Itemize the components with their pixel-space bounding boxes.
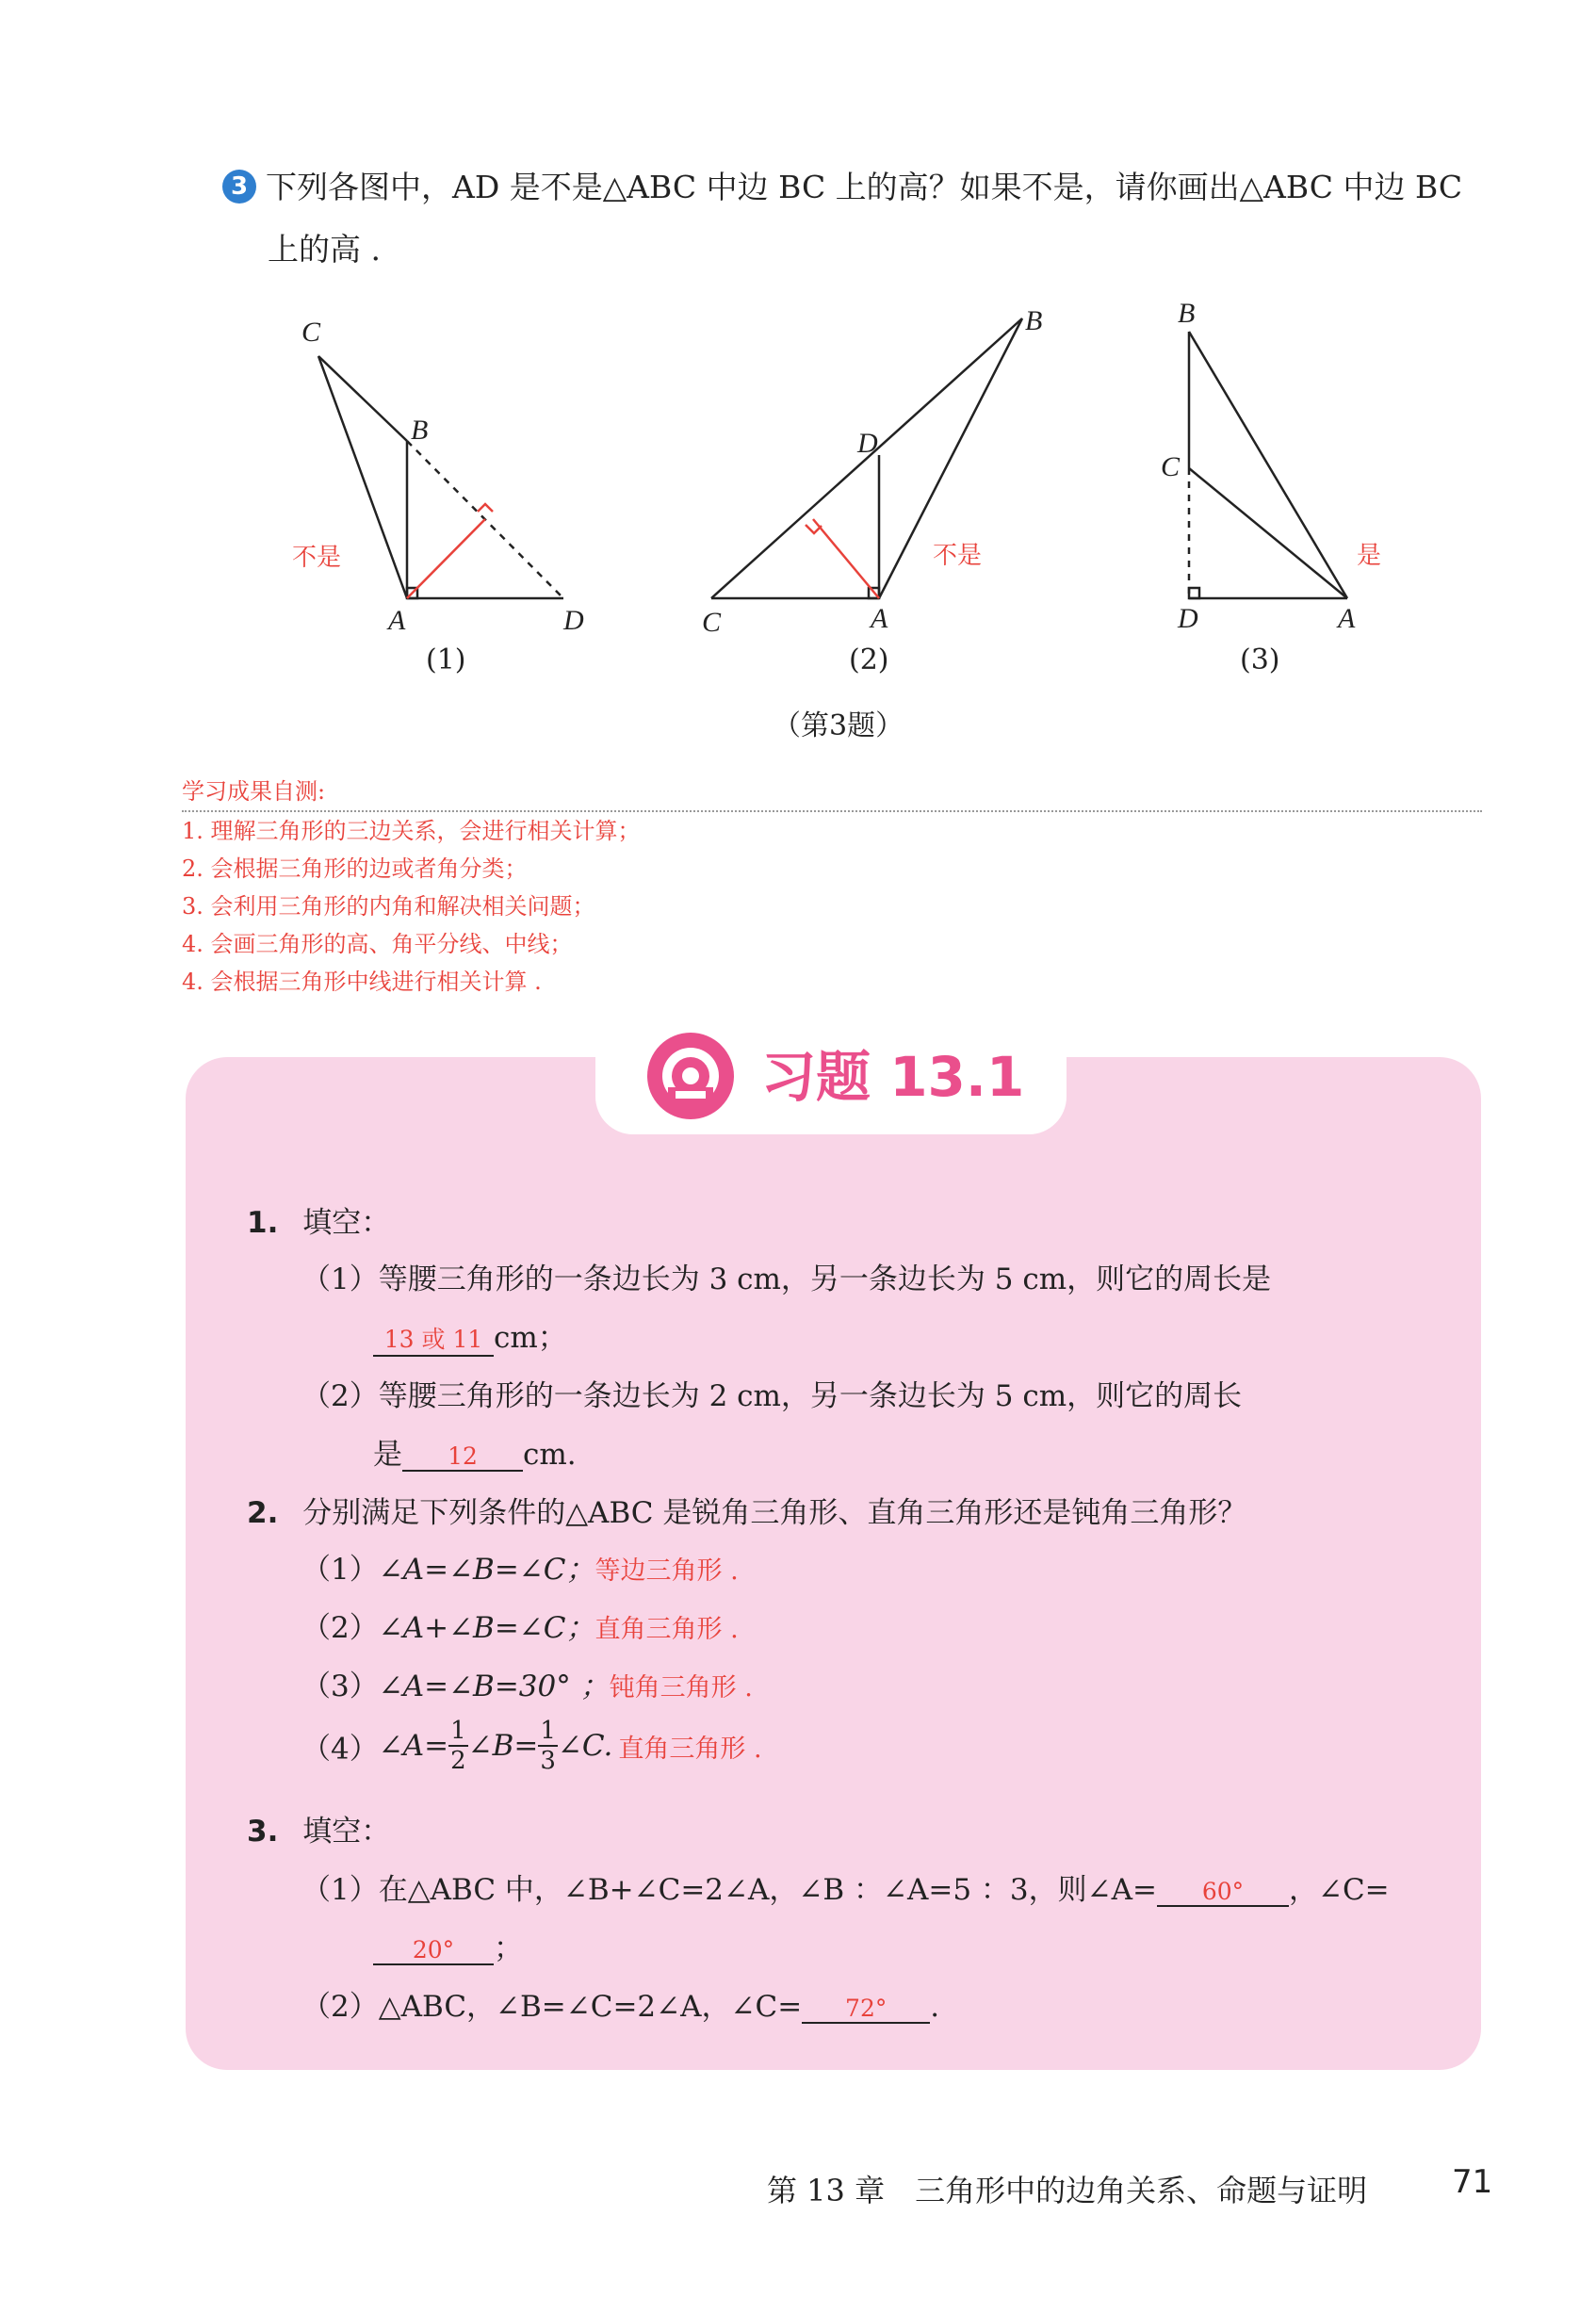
part-label: （2） <box>301 1990 379 2024</box>
fig2-label-B: B <box>1025 305 1043 336</box>
fig1-label-A: A <box>388 605 406 636</box>
fig3-segment-CA <box>1189 468 1347 598</box>
fig2-label-D: D <box>857 428 878 459</box>
fig3-segment-BA <box>1189 332 1347 598</box>
fig1-segment-CB <box>318 356 407 441</box>
fraction-one-half: $\frac{1}{2}$ <box>450 1717 466 1775</box>
fig3-caption: (3) <box>1240 643 1280 676</box>
figures-svg <box>0 0 1596 754</box>
problem-2-heading <box>247 1489 1434 1531</box>
problem-1-head: 填空： <box>302 1206 391 1240</box>
exercise-logo-icon <box>643 1029 738 1123</box>
answer-text: 等边三角形 . <box>594 1556 739 1586</box>
fig3-label-A: A <box>1338 603 1356 634</box>
part-text: ∠A+∠B=∠C； <box>378 1611 595 1645</box>
chapter-footer: 第 13 章 三角形中的边角关系、命题与证明 <box>767 2173 1368 2208</box>
self-assessment-notes <box>182 773 1482 1001</box>
fig2-answer: 不是 <box>933 542 983 570</box>
part-label: （2） <box>301 1379 379 1413</box>
part-text: ∠C. <box>557 1729 613 1763</box>
question-number-badge: 3 <box>222 170 256 204</box>
part-label: （4） <box>301 1732 379 1767</box>
part-text: ∠B= <box>467 1729 539 1763</box>
self-assessment-item: 3. 会利用三角形的内角和解决相关问题； <box>182 893 595 920</box>
fig1-label-D: D <box>563 605 584 636</box>
question-3-text-line1: 下列各图中，AD 是不是△ABC 中边 BC 上的高？如果不是，请你画出△ABC 中边 BC <box>266 169 1463 205</box>
problem-2-item <box>301 1604 739 1646</box>
fig1-label-C: C <box>301 317 321 348</box>
part-text: ∠A=∠B=30° ； <box>378 1670 610 1703</box>
prefix-text: 是 <box>373 1438 402 1472</box>
problem-3-head: 填空： <box>302 1815 391 1849</box>
problem-2-head: 分别满足下列条件的△ABC 是锐角三角形、直角三角形还是钝角三角形？ <box>302 1496 1247 1530</box>
answer-text: 直角三角形 . <box>618 1734 762 1764</box>
part-label: （3） <box>301 1670 379 1703</box>
part-text: ，∠C= <box>1288 1873 1390 1907</box>
fig1-answer: 不是 <box>292 544 342 572</box>
part-text: △ABC，∠B=∠C=2∠A，∠C= <box>378 1990 803 2024</box>
answer-blank: 13 或 11 <box>373 1321 494 1357</box>
fig3-label-B: B <box>1178 298 1196 329</box>
problem-3-number: 3. <box>247 1815 279 1849</box>
unit-text: cm； <box>494 1321 567 1355</box>
fig2-label-A: A <box>871 603 888 634</box>
self-assessment-title: 学习成果自测: <box>182 773 1482 812</box>
figure-group-caption: （第3题） <box>773 709 904 742</box>
problem-1-part-2 <box>301 1372 1394 1414</box>
fraction-one-third: $\frac{1}{3}$ <box>540 1717 556 1775</box>
part-text: ∠A=∠B=∠C； <box>378 1553 595 1587</box>
problem-3-heading <box>247 1807 390 1849</box>
fig2-label-C: C <box>702 607 722 638</box>
answer-blank: 12 <box>402 1442 523 1472</box>
fig3-label-D: D <box>1178 603 1198 634</box>
fig1-caption: (1) <box>426 643 466 676</box>
part-label: （2） <box>301 1611 379 1645</box>
part-text: 等腰三角形的一条边长为 3 cm，另一条边长为 5 cm，则它的周长是 <box>378 1263 1272 1296</box>
problem-3-part-2 <box>301 1982 939 2025</box>
part-text: 在△ABC 中，∠B+∠C=2∠A，∠B ：∠A=5 ：3，则∠A= <box>378 1873 1157 1907</box>
answer-blank: 72° <box>802 1995 930 2024</box>
problem-2-number: 2. <box>247 1496 279 1530</box>
fig3-right-angle <box>1189 588 1199 598</box>
self-assessment-item: 2. 会根据三角形的边或者角分类； <box>182 855 528 882</box>
unit-text: cm. <box>523 1438 577 1472</box>
question-3-text-line2: 上的高 . <box>268 231 381 268</box>
fig2-caption: (2) <box>849 643 889 676</box>
self-assessment-item: 4. 会根据三角形中线进行相关计算 . <box>182 969 542 995</box>
fig1-drawn-altitude <box>407 519 485 598</box>
answer-blank: 20° <box>373 1936 494 1965</box>
problem-1-part-1-answer-line <box>373 1313 567 1357</box>
part-label: （1） <box>301 1263 379 1296</box>
answer-blank: 60° <box>1157 1878 1289 1907</box>
problem-2-item <box>301 1545 739 1588</box>
part-text: ∠A= <box>378 1729 449 1763</box>
answer-text: 直角三角形 . <box>594 1615 739 1644</box>
part-text: 等腰三角形的一条边长为 2 cm，另一条边长为 5 cm，则它的周长 <box>378 1379 1243 1413</box>
problem-2-item-4 <box>301 1717 762 1775</box>
page-number: 71 <box>1452 2163 1493 2201</box>
problem-1-part-2-answer-line <box>373 1430 577 1473</box>
self-assessment-item: 1. 理解三角形的三边关系，会进行相关计算； <box>182 818 641 844</box>
fig1-drawn-right-angle <box>478 504 493 512</box>
exercise-title: 习题 13.1 <box>761 1045 1025 1109</box>
fig2-drawn-altitude <box>813 519 879 598</box>
problem-1-number: 1. <box>247 1206 279 1240</box>
answer-text: 钝角三角形 . <box>609 1673 753 1702</box>
problem-1-heading <box>247 1198 390 1241</box>
end-text: ； <box>494 1931 523 1965</box>
self-assessment-item: 4. 会画三角形的高、角平分线、中线； <box>182 931 573 957</box>
problem-3-part-1-answer-line <box>373 1924 523 1966</box>
fig3-answer: 是 <box>1357 542 1382 570</box>
part-label: （1） <box>301 1873 379 1907</box>
problem-1-part-1 <box>301 1255 1394 1297</box>
problem-2-item <box>301 1662 753 1704</box>
problem-3-part-1 <box>301 1865 1413 1908</box>
end-text: . <box>930 1990 940 2024</box>
fig1-label-B: B <box>411 415 429 446</box>
fig3-label-C: C <box>1161 451 1181 482</box>
part-label: （1） <box>301 1553 379 1587</box>
